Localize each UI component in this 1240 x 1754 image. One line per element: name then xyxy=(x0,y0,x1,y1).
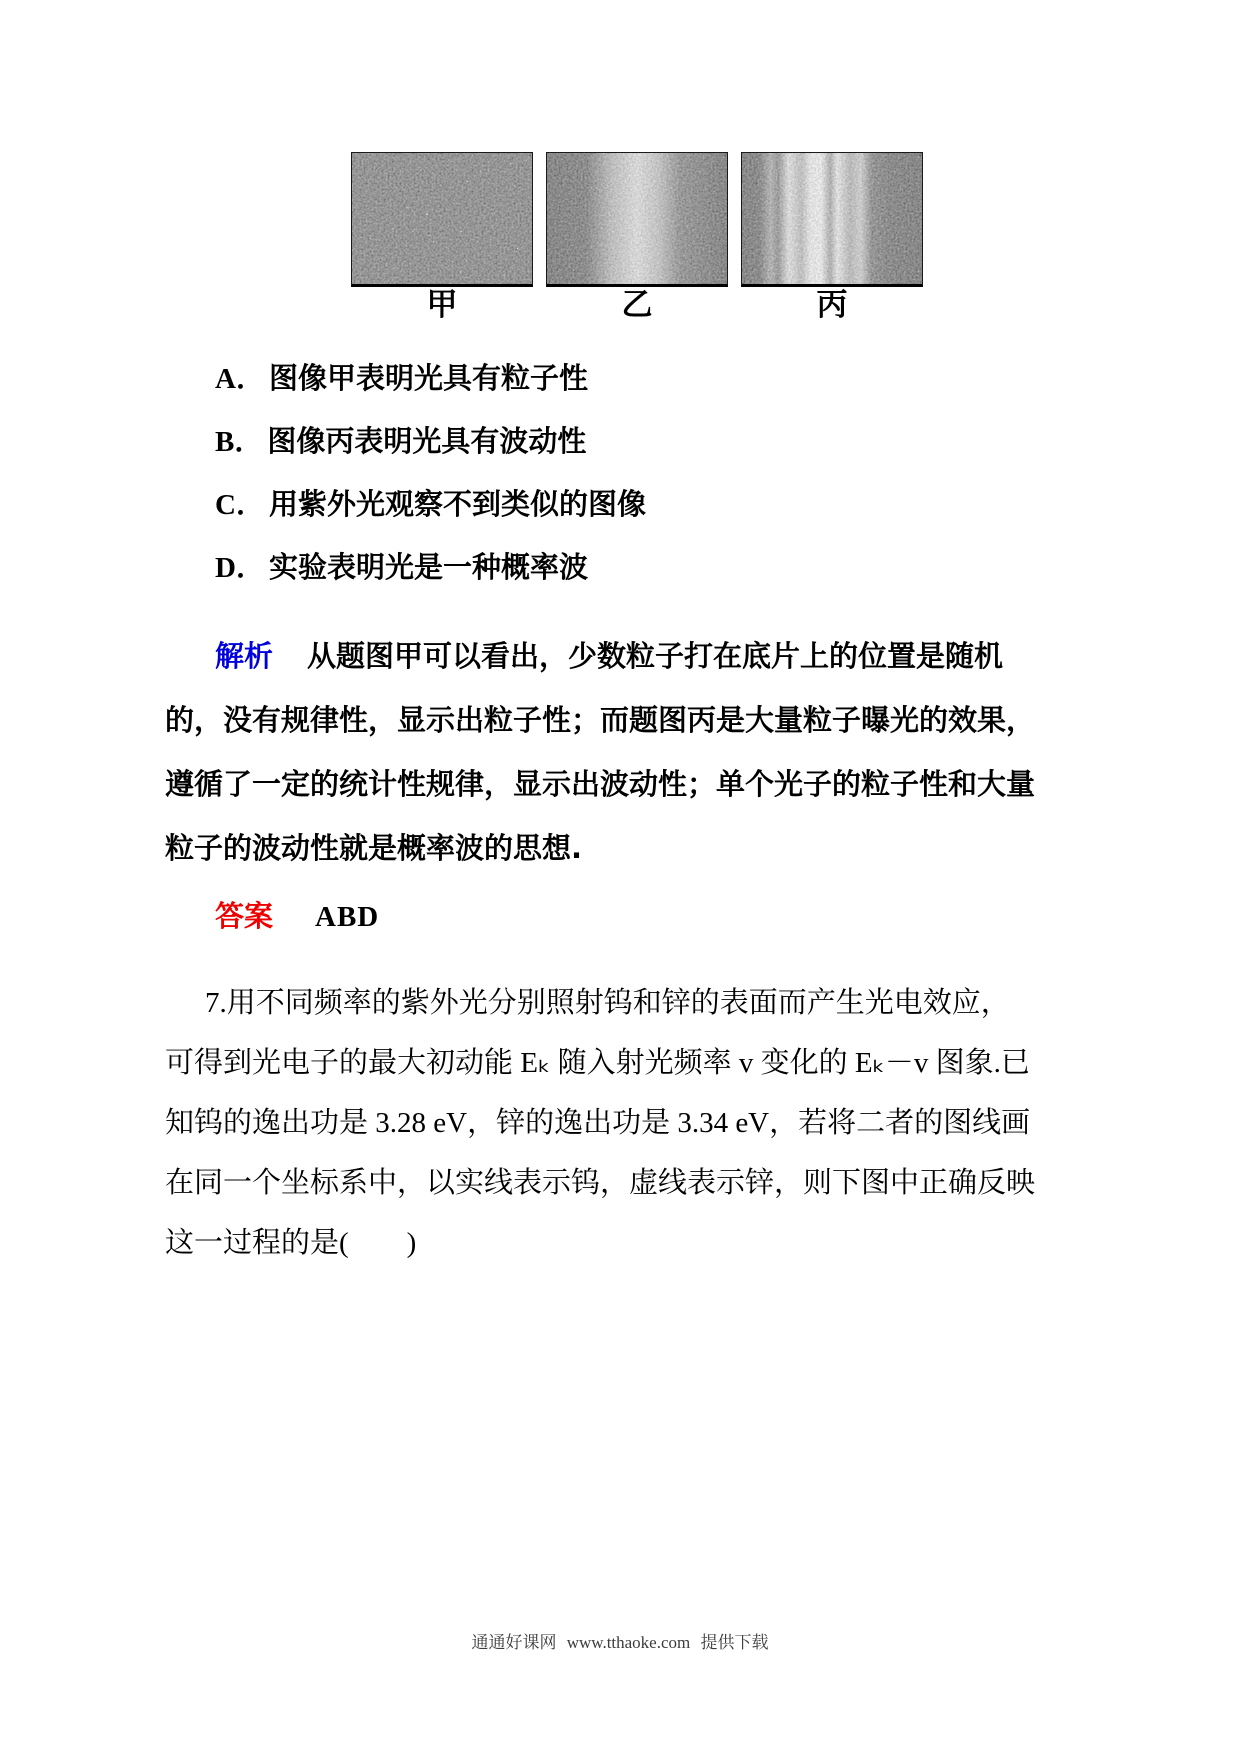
option-c-letter: C． xyxy=(215,489,265,521)
photo-bing-interference-stripes xyxy=(741,152,923,287)
analysis-line-1 xyxy=(165,624,1082,688)
photo-jia-particle-specks xyxy=(351,152,533,287)
analysis-line-2: 的，没有规律性，显示出粒子性；而题图丙是大量粒子曝光的效果， xyxy=(165,703,1036,737)
option-b-text: 图像丙表明光具有波动性 xyxy=(267,426,587,458)
photo-yi-broad-band xyxy=(546,152,728,287)
option-a-text: 图像甲表明光具有粒子性 xyxy=(268,363,588,395)
question-7-line-4: 在同一个坐标系中，以实线表示钨，虚线表示锌，则下图中正确反映 xyxy=(165,1167,1036,1199)
figure-yi-label: 乙 xyxy=(621,287,653,322)
option-d-text: 实验表明光是一种概率波 xyxy=(268,552,588,584)
option-d xyxy=(215,537,1082,600)
figure-yi xyxy=(546,152,728,322)
option-d-letter: D． xyxy=(215,552,265,584)
question-7-line-2: 可得到光电子的最大初动能 Eₖ 随入射光频率 v 变化的 Eₖ－v 图象.已 xyxy=(165,1047,1030,1079)
analysis-line-1-text: 从题图甲可以看出，少数粒子打在底片上的位置是随机 xyxy=(307,639,1004,673)
answer-line xyxy=(165,884,1082,949)
figure-jia-label: 甲 xyxy=(426,287,458,322)
content xyxy=(165,348,1082,1273)
question-7 xyxy=(165,973,1082,1273)
option-c-text: 用紫外光观察不到类似的图像 xyxy=(268,489,646,521)
footer-watermark: 通通好课网 www.tthaoke.com 提供下载 xyxy=(471,1633,769,1652)
answer-label: 答案 xyxy=(215,899,274,933)
figure-jia xyxy=(351,152,533,322)
option-b-letter: B． xyxy=(215,426,264,458)
figure-row xyxy=(34,0,1240,322)
question-7-line-3: 知钨的逸出功是 3.28 eV，锌的逸出功是 3.34 eV，若将二者的图线画 xyxy=(165,1107,1031,1139)
question-7-line-5: 这一过程的是( ) xyxy=(165,1227,417,1259)
analysis-line-4: 粒子的波动性就是概率波的思想. xyxy=(165,831,583,865)
options-list xyxy=(165,348,1082,600)
question-7-line-1: 7.用不同频率的紫外光分别照射钨和锌的表面而产生光电效应， xyxy=(205,987,1010,1019)
analysis-label: 解析 xyxy=(215,639,274,673)
figure-bing xyxy=(741,152,923,322)
option-b xyxy=(215,411,1082,474)
answer-value: ABD xyxy=(315,901,380,933)
option-c xyxy=(215,474,1082,537)
figure-bing-label: 丙 xyxy=(816,287,848,322)
option-a-letter: A． xyxy=(215,363,265,395)
analysis-paragraph xyxy=(165,624,1082,880)
analysis-line-3: 遵循了一定的统计性规律，显示出波动性；单个光子的粒子性和大量 xyxy=(165,767,1036,801)
option-a xyxy=(215,348,1082,411)
